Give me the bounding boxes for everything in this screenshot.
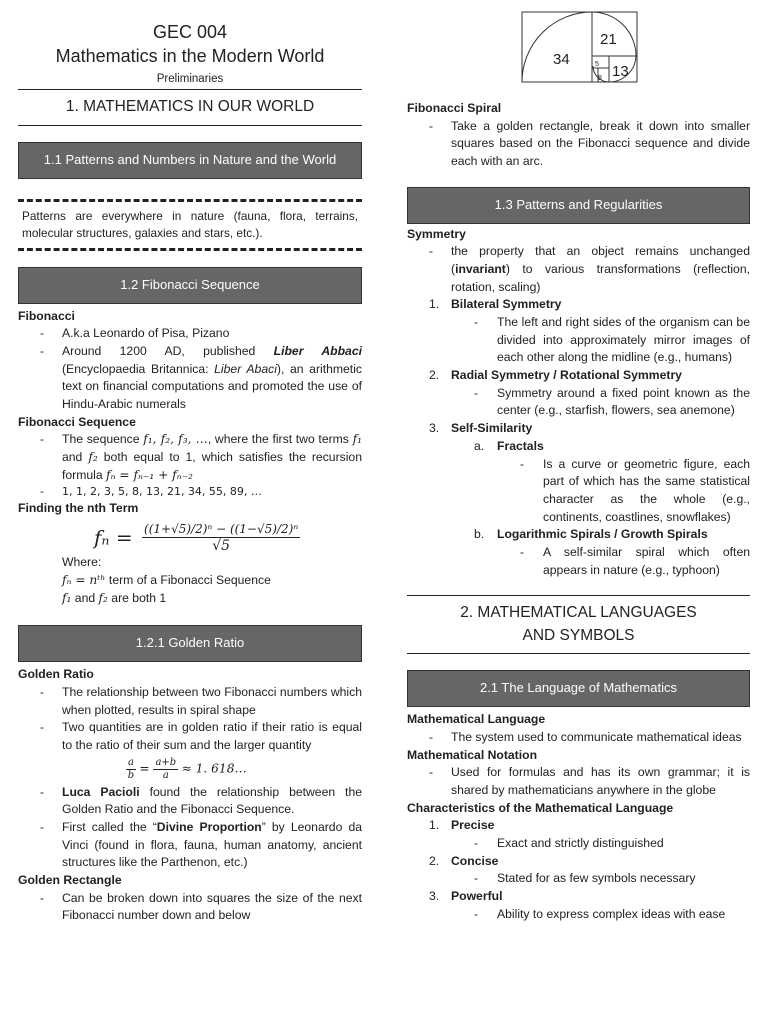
section-heading-1: 1. MATHEMATICS IN OUR WORLD [65, 98, 315, 116]
lettered-item: b. Logarithmic Spirals / Growth Spirals [474, 527, 708, 542]
numbered-item: 2. Concise [429, 853, 499, 868]
numbered-item: 1. Bilateral Symmetry [429, 297, 562, 312]
fibonacci-heading: Fibonacci [18, 308, 75, 323]
divider [18, 125, 362, 126]
list-item: - 1, 1, 2, 3, 5, 8, 13, 21, 34, 55, 89, … [18, 484, 362, 500]
spiral-8: 8 [598, 75, 602, 82]
numbered-item: 3. Self-Similarity [429, 421, 533, 436]
mathematical-notation-heading: Mathematical Notation [407, 747, 538, 762]
section-heading-2: 2. MATHEMATICAL LANGUAGES AND SYMBOLS [460, 604, 697, 644]
list-item: - First called the “Divine Proportion” by Leonardo da Vinci (found in flora, fauna, human anatomy, ancient structures like the Parthenon, etc.) [18, 819, 362, 872]
banner-1-3: 1.3 Patterns and Regularities [407, 187, 750, 224]
list-item: - Around 1200 AD, published Liber Abbaci (Encyclopaedia Britannica: Liber Abaci), an arithmetic text on financial computations and promoted the use of Hindu-Arabic numerals [18, 343, 362, 414]
list-item: - Used for formulas and has its own grammar; it is shared by mathematicians anywhere in the globe [407, 764, 750, 799]
list-item: - Luca Pacioli found the relationship between the Golden Ratio and the Fibonacci Sequence. [18, 784, 362, 819]
where-label: Where: [62, 555, 102, 570]
list-item: - Take a golden rectangle, break it down into smaller squares based on the Fibonacci sequence and divide each with an arc. [407, 118, 750, 171]
spiral-13: 13 [612, 63, 629, 80]
list-item: - A self-similar spiral which often appears in nature (e.g., typhoon) [407, 544, 750, 579]
list-item: - Symmetry around a fixed point known as the center (e.g., starfish, flowers, sea anemone) [407, 385, 750, 420]
list-item: - The system used to communicate mathematical ideas [407, 729, 750, 747]
binet-formula: fₙ = $\frac{\text{((1+√5)/2)ⁿ − ((1−√5)/2)ⁿ}}{√5}$ [94, 522, 299, 554]
list-item: - The relationship between two Fibonacci numbers which when plotted, results in spiral shape [18, 684, 362, 719]
list-item: - the property that an object remains unchanged (invariant) to various transformations (reflection, rotation, scaling) [407, 243, 750, 296]
list-item: - Two quantities are in golden ratio if their ratio is equal to the ratio of their sum and the larger quantity [18, 719, 362, 754]
course-code: GEC 004 [152, 22, 228, 42]
list-item: - Can be broken down into squares the size of the next Fibonacci number down and below [18, 890, 362, 925]
list-item: - The sequence f₁, f₂, f₃, …, where the first two terms f₁ and f₂ both equal to 1, which satisfies the recursion formula fₙ = fₙ₋₁ + fₙ₋₂ [18, 431, 362, 484]
list-item: - Ability to express complex ideas with ease [407, 906, 750, 924]
list-item: - Is a curve or geometric figure, each part of which has the same statistical character as the whole (e.g., continents, coastlines, snowflakes) [407, 456, 750, 527]
banner-1-2: 1.2 Fibonacci Sequence [18, 267, 362, 304]
dashed-divider [18, 248, 362, 251]
golden-ratio-heading: Golden Ratio [18, 667, 94, 682]
numbered-item: 3. Powerful [429, 889, 503, 903]
banner-1-1: 1.1 Patterns and Numbers in Nature and the World [18, 142, 362, 179]
lettered-item: a. Fractals [474, 438, 544, 453]
list-item: - Stated for as few symbols necessary [407, 870, 750, 888]
nth-term-heading: Finding the nth Term [18, 501, 139, 516]
callout-text: Patterns are everywhere in nature (fauna, flora, terrains, molecular structures, galaxies and stars, etc.). [22, 208, 358, 240]
mathematical-language-heading: Mathematical Language [407, 712, 546, 727]
divider [407, 653, 750, 654]
spiral-5: 5 [595, 61, 599, 68]
right-column [407, 0, 750, 923]
list-item: - A.k.a Leonardo of Pisa, Pizano [18, 325, 362, 343]
spiral-34: 34 [553, 51, 570, 68]
term-label: Preliminaries [156, 72, 224, 85]
numbered-item: 2. Radial Symmetry / Rotational Symmetry [429, 368, 682, 383]
numbered-item: 1. Precise [429, 818, 495, 833]
fibonacci-spiral-heading: Fibonacci Spiral [407, 101, 502, 115]
banner-1-2-1: 1.2.1 Golden Ratio [18, 625, 362, 662]
golden-rectangle-heading: Golden Rectangle [18, 873, 122, 888]
banner-2-1: 2.1 The Language of Mathematics [407, 670, 750, 707]
where-line-2: f₁ and f₂ are both 1 [62, 590, 167, 605]
symmetry-heading: Symmetry [407, 226, 466, 241]
golden-ratio-equation: $\frac{a}{b}$ = $\frac{a+b}{a}$ ≈ 1. 618… [127, 756, 247, 781]
spiral-21: 21 [600, 31, 617, 48]
list-item: - The left and right sides of the organism can be divided into approximately mirror images of each other along the midline (e.g., humans) [407, 314, 750, 367]
fibonacci-spiral-figure [407, 0, 750, 100]
course-title: Mathematics in the Modern World [55, 46, 325, 67]
left-column [18, 0, 362, 925]
characteristics-heading: Characteristics of the Mathematical Language [407, 800, 674, 815]
list-item: - Exact and strictly distinguished [407, 835, 750, 853]
fibonacci-sequence-heading: Fibonacci Sequence [18, 414, 136, 429]
where-line-1: fₙ = nᵗʰ term of a Fibonacci Sequence [62, 572, 271, 587]
